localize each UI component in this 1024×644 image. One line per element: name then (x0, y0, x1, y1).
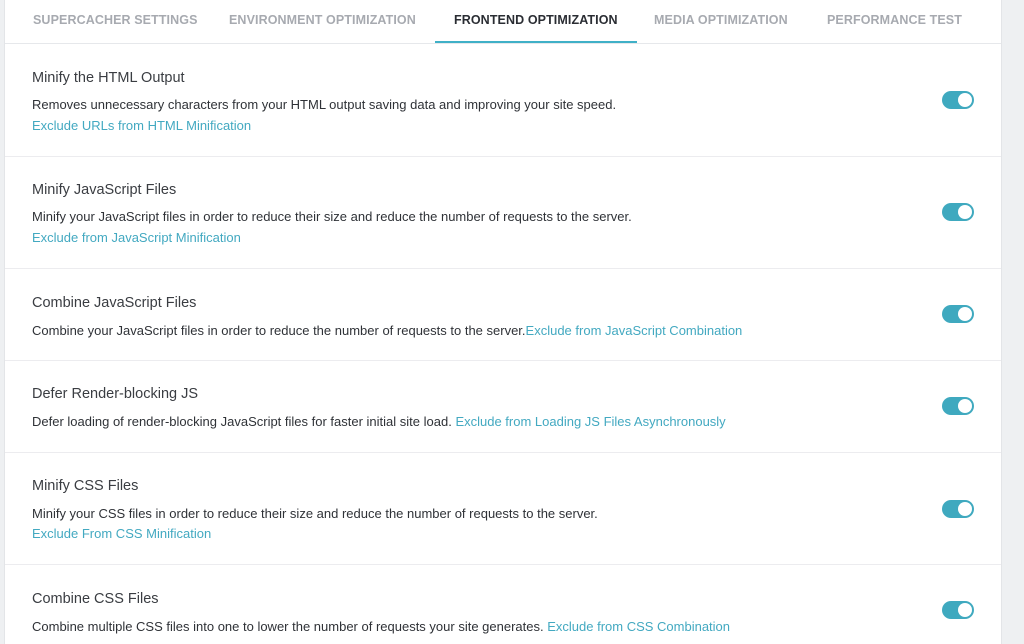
setting-description-line (32, 323, 742, 338)
defer-js-toggle[interactable] (942, 397, 974, 415)
toggle-knob (958, 399, 972, 413)
setting-row-defer-js (5, 361, 1001, 453)
toggle-knob (958, 603, 972, 617)
setting-title: Minify CSS Files (32, 478, 139, 494)
exclude-urls-html-minification-link[interactable]: Exclude URLs from HTML Minification (32, 118, 252, 133)
setting-row-minify-html (5, 44, 1001, 157)
setting-description-line (32, 619, 730, 634)
combine-css-toggle[interactable] (942, 601, 974, 619)
settings-panel (4, 0, 1002, 644)
tab-supercacher-settings[interactable]: SUPERCACHER SETTINGS (33, 13, 198, 27)
exclude-async-js-link[interactable]: Exclude from Loading JS Files Asynchronously (455, 414, 726, 429)
exclude-js-minification-link[interactable]: Exclude from JavaScript Minification (32, 230, 241, 245)
tab-media-optimization[interactable]: MEDIA OPTIMIZATION (654, 13, 788, 27)
setting-row-combine-js (5, 269, 1001, 361)
setting-title: Minify JavaScript Files (32, 182, 177, 198)
exclude-js-combination-link[interactable]: Exclude from JavaScript Combination (525, 323, 743, 338)
setting-description: Minify your JavaScript files in order to reduce their size and reduce the number of requests to the server. (32, 209, 632, 224)
setting-row-minify-js (5, 157, 1001, 269)
minify-html-toggle[interactable] (942, 91, 974, 109)
minify-css-toggle[interactable] (942, 500, 974, 518)
toggle-knob (958, 205, 972, 219)
setting-description: Defer loading of render-blocking JavaScript files for faster initial site load. (32, 414, 456, 429)
setting-row-minify-css (5, 453, 1001, 565)
setting-title: Defer Render-blocking JS (32, 386, 199, 402)
exclude-css-minification-link[interactable]: Exclude From CSS Minification (32, 526, 212, 541)
toggle-knob (958, 93, 972, 107)
exclude-css-combination-link[interactable]: Exclude from CSS Combination (547, 619, 731, 634)
setting-title: Combine JavaScript Files (32, 295, 197, 311)
tab-environment-optimization[interactable]: ENVIRONMENT OPTIMIZATION (229, 13, 416, 27)
setting-description: Combine multiple CSS files into one to lower the number of requests your site generates. (32, 619, 548, 634)
setting-description-line (32, 414, 726, 429)
setting-description: Removes unnecessary characters from your HTML output saving data and improving your site speed. (32, 97, 617, 112)
minify-js-toggle[interactable] (942, 203, 974, 221)
tab-performance-test[interactable]: PERFORMANCE TEST (827, 13, 962, 27)
setting-title: Combine CSS Files (32, 591, 159, 607)
toggle-knob (958, 502, 972, 516)
tab-bar (5, 0, 1001, 44)
setting-description: Combine your JavaScript files in order to reduce the number of requests to the server. (32, 323, 526, 338)
setting-title: Minify the HTML Output (32, 70, 185, 86)
setting-description: Minify your CSS files in order to reduce their size and reduce the number of requests to the server. (32, 506, 598, 521)
tab-frontend-optimization[interactable]: FRONTEND OPTIMIZATION (435, 0, 637, 43)
combine-js-toggle[interactable] (942, 305, 974, 323)
toggle-knob (958, 307, 972, 321)
setting-row-combine-css (5, 565, 1001, 644)
